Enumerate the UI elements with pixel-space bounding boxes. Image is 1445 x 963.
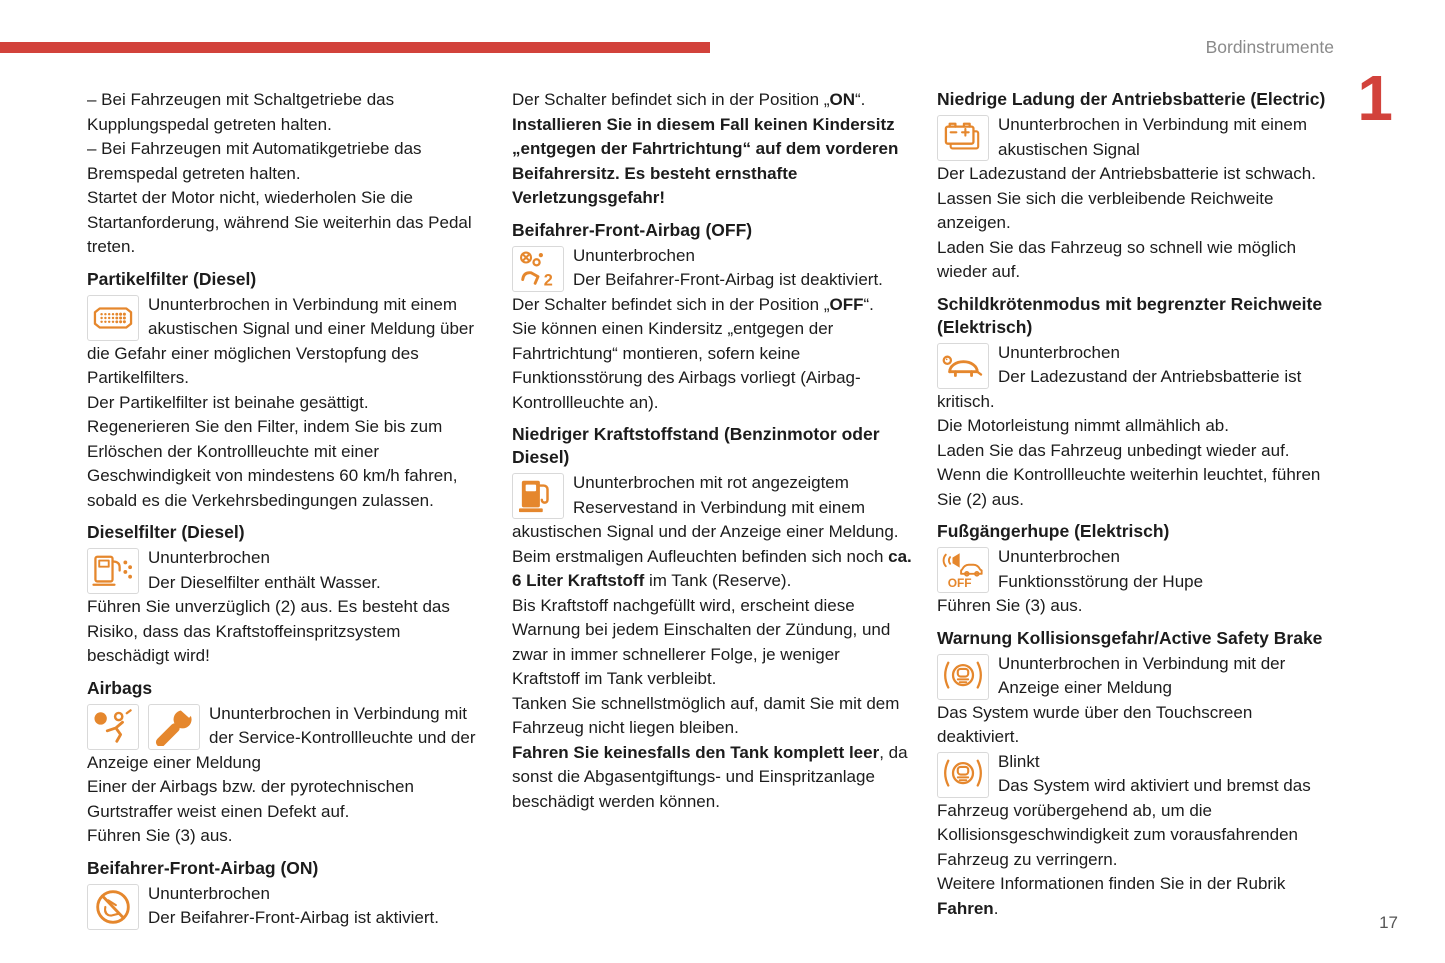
intro-line-3: Startet der Motor nicht, wiederholen Sie die Startanforderung, während Sie weiterhin das Pedal treten. xyxy=(87,188,472,256)
entry-text: Ununterbrochen in Verbindung mit der Anzeige einer Meldung xyxy=(998,653,1286,697)
pedestrian-horn-off-icon xyxy=(937,547,989,593)
entry-text: Beim erstmaligen Aufleuchten befinden sich noch ca. 6 Liter Kraftstoff im Tank (Reserve). xyxy=(512,546,912,590)
entry-text: Ununterbrochen xyxy=(148,548,270,567)
heading-pedestrian-horn: Fußgängerhupe (Elektrisch) xyxy=(937,521,1170,541)
entry-text: Fahren Sie keinesfalls den Tank komplett leer, da sonst die Abgasentgiftungs- und Einspritzanlage beschädigt werden können. xyxy=(512,742,908,811)
switch-on-note: Der Schalter befindet sich in der Position „ON“. xyxy=(512,90,866,109)
entry-text: Die Motorleistung nimmt allmählich ab. xyxy=(937,416,1229,435)
chapter-number-badge: 1 xyxy=(1357,62,1393,134)
entry-text: Tanken Sie schnellstmöglich auf, damit Sie mit dem Fahrzeug nicht liegen bleiben. xyxy=(512,693,900,737)
entry-collision-blink xyxy=(937,750,1337,922)
entry-text: Führen Sie (3) aus. xyxy=(937,596,1083,615)
entry-text: Der Beifahrer-Front-Airbag ist aktiviert. xyxy=(148,908,439,927)
content-columns xyxy=(87,88,1337,931)
low-fuel-icon xyxy=(512,473,564,519)
entry-text: Einer der Airbags bzw. der pyrotechnischen Gurtstraffer weist einen Defekt auf. xyxy=(87,777,414,821)
diesel-filter-water-icon xyxy=(87,548,139,594)
entry-text: Funktionsstörung der Hupe xyxy=(998,571,1204,591)
heading-low-fuel: Niedriger Kraftstoffstand (Benzinmotor oder Diesel) xyxy=(512,424,880,467)
top-red-bar xyxy=(0,42,710,53)
intro-line-2: – Bei Fahrzeugen mit Automatikgetriebe das Bremspedal getreten halten. xyxy=(87,139,422,183)
entry-text: Regenerieren Sie den Filter, indem Sie bis zum Erlöschen der Kontrollleuchte mit einer Geschwindigkeit von mindestens 60 km/h fahren, sobald es die Verkehrsbedingungen zulassen. xyxy=(87,417,458,510)
entry-low-fuel xyxy=(512,471,912,814)
heading-airbag-on: Beifahrer-Front-Airbag (ON) xyxy=(87,857,319,878)
heading-dieselfilter: Dieselfilter (Diesel) xyxy=(87,522,245,542)
entry-airbags xyxy=(87,702,487,849)
heading-partikelfilter: Partikelfilter (Diesel) xyxy=(87,268,257,289)
entry-text: Laden Sie das Fahrzeug unbedingt wieder auf. xyxy=(937,440,1290,460)
entry-dieselfilter xyxy=(87,546,487,669)
heading-turtle-mode: Schildkrötenmodus mit begrenzter Reichweite (Elektrisch) xyxy=(937,293,1323,337)
heading-airbag-off: Beifahrer-Front-Airbag (OFF) xyxy=(512,219,753,240)
entry-text: Ununterbrochen xyxy=(998,342,1120,362)
childseat-warning: Installieren Sie in diesem Fall keinen Kindersitz „entgegen der Fahrtrichtung“ auf dem vorderen Beifahrersitz. Es besteht ernsthafte Verletzungsgefahr! xyxy=(512,114,899,207)
heading-airbags: Airbags xyxy=(87,677,153,698)
turtle-icon xyxy=(937,343,989,389)
entry-text: Wenn die Kontrollleuchte weiterhin leuchtet, führen Sie (2) aus. xyxy=(937,465,1321,509)
entry-airbag-on xyxy=(87,882,487,931)
entry-battery-low xyxy=(937,113,1337,285)
active-safety-brake-icon xyxy=(937,752,989,798)
service-wrench-icon xyxy=(148,704,200,750)
passenger-airbag-on-icon xyxy=(87,884,139,930)
entry-text: Ununterbrochen in Verbindung mit der Service-Kontrollleuchte und der Anzeige einer Meldung xyxy=(87,703,476,772)
entry-text: Ununterbrochen in Verbindung mit einem akustischen Signal und einer Meldung über die Gefahr einer möglichen Verstopfung des Partikelfilters. xyxy=(87,294,475,387)
entry-text: Der Schalter befindet sich in der Position „OFF“. xyxy=(512,294,874,314)
entry-text: Bis Kraftstoff nachgefüllt wird, erscheint diese Warnung bei jedem Einschalten der Zündung, und zwar in immer schnellerer Folge, je weniger Kraftstoff im Tank verbleibt. xyxy=(512,595,891,688)
entry-text: Lassen Sie sich die verbleibende Reichweite anzeigen. xyxy=(937,188,1274,232)
airbag-off-number-label: 2 xyxy=(543,270,553,289)
entry-text: Der Ladezustand der Antriebsbatterie ist schwach. xyxy=(937,164,1316,183)
entry-text: Ununterbrochen in Verbindung mit einem akustischen Signal xyxy=(998,115,1308,159)
entry-pedestrian-horn xyxy=(937,545,1337,619)
page-header-title: Bordinstrumente xyxy=(1205,37,1334,57)
entry-turtle-mode xyxy=(937,341,1337,513)
entry-text: Laden Sie das Fahrzeug so schnell wie möglich wieder auf. xyxy=(937,237,1297,281)
particulate-filter-icon xyxy=(87,295,139,341)
entry-text: Ununterbrochen xyxy=(998,547,1120,566)
passenger-airbag-off-icon xyxy=(512,246,564,292)
entry-text: Blinkt xyxy=(998,751,1040,771)
entry-partikelfilter xyxy=(87,293,487,514)
airbag-warning-icon xyxy=(87,704,139,750)
entry-text: Ununterbrochen mit rot angezeigtem Reservestand in Verbindung mit einem akustischen Signal und der Anzeige einer Meldung. xyxy=(512,473,899,541)
entry-text: Der Ladezustand der Antriebsbatterie ist kritisch. xyxy=(937,367,1302,411)
entry-text: Sie können einen Kindersitz „entgegen der Fahrtrichtung“ montieren, sofern keine Funktionsstörung des Airbags vorliegt (Airbag-Kontrollleuchte an). xyxy=(512,319,861,412)
entry-text: Das System wird aktiviert und bremst das Fahrzeug vorübergehend ab, um die Kollisionsgeschwindigkeit zum vorausfahrenden Fahrzeug zu verringern. xyxy=(937,776,1311,869)
entry-collision-steady xyxy=(937,652,1337,750)
entry-text: Führen Sie (3) aus. xyxy=(87,826,233,845)
entry-text: Der Beifahrer-Front-Airbag ist deaktiviert. xyxy=(573,270,883,289)
entry-text: Das System wurde über den Touchscreen deaktiviert. xyxy=(937,702,1253,746)
entry-airbag-off xyxy=(512,244,912,416)
horn-off-label: OFF xyxy=(947,576,972,590)
heading-collision-warning: Warnung Kollisionsgefahr/Active Safety Brake xyxy=(937,627,1323,648)
active-safety-brake-icon xyxy=(937,654,989,700)
entry-text: Ununterbrochen xyxy=(148,883,270,903)
entry-text: Ununterbrochen xyxy=(573,245,695,265)
page-number: 17 xyxy=(1379,913,1398,932)
column-right xyxy=(937,88,1337,931)
traction-battery-icon xyxy=(937,115,989,161)
column-middle xyxy=(512,88,912,931)
heading-battery-low: Niedrige Ladung der Antriebsbatterie (Electric) xyxy=(937,89,1326,109)
entry-text: Weitere Informationen finden Sie in der Rubrik Fahren. xyxy=(937,874,1286,918)
entry-text: Der Partikelfilter ist beinahe gesättigt. xyxy=(87,392,369,412)
entry-text: Der Dieselfilter enthält Wasser. xyxy=(148,572,381,592)
entry-text: Führen Sie unverzüglich (2) aus. Es besteht das Risiko, dass das Kraftstoffeinspritzsystem beschädigt wird! xyxy=(87,597,450,665)
column-left xyxy=(87,88,487,931)
intro-line-1: – Bei Fahrzeugen mit Schaltgetriebe das Kupplungspedal getreten halten. xyxy=(87,90,395,134)
